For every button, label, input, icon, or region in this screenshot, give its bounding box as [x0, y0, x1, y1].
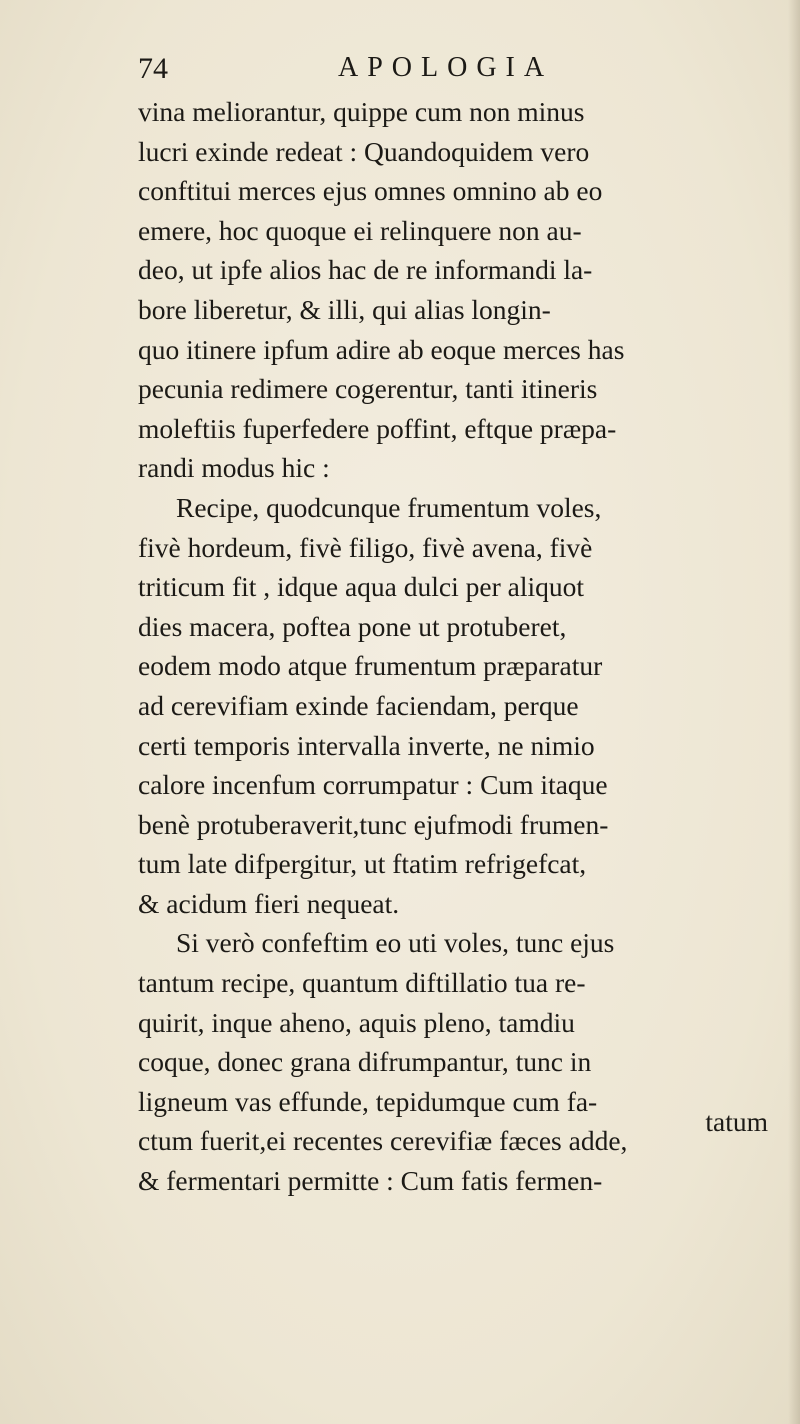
body-text	[138, 92, 778, 1201]
running-head: APOLOGIA	[338, 52, 554, 83]
text-line: eodem modo atque frumentum præparatur	[138, 650, 603, 682]
text-line: tantum recipe, quantum diftillatio tua re-	[138, 967, 586, 999]
text-line: fivè hordeum, fivè filigo, fivè avena, fivè	[138, 531, 593, 563]
text-line: moleftiis fuperfedere poffint, eftque præpa-	[138, 412, 617, 444]
page-edge-shadow	[788, 0, 800, 1424]
text-line: vina meliorantur, quippe cum non minus	[138, 96, 585, 127]
text-line: ctum fuerit,ei recentes cerevifiæ fæces adde,	[138, 1125, 628, 1157]
text-line: lucri exinde redeat : Quandoquidem vero	[138, 135, 590, 167]
page-number: 74	[138, 52, 168, 85]
text-line: triticum fit , idque aqua dulci per aliquot	[138, 571, 584, 603]
catchword: tatum	[705, 1106, 768, 1137]
text-line: & acidum fieri nequeat.	[138, 887, 400, 919]
text-line: & fermentari permitte : Cum fatis fermen-	[138, 1165, 603, 1197]
text-line: certi temporis intervalla inverte, ne nimio	[138, 729, 595, 761]
text-line: quirit, inque aheno, aquis pleno, tamdiu	[138, 1006, 575, 1038]
text-line: pecunia redimere cogerentur, tanti itineris	[138, 373, 598, 405]
text-line: conftitui merces ejus omnes omnino ab eo	[138, 175, 603, 207]
text-line: emere, hoc quoque ei relinquere non au-	[138, 214, 582, 246]
text-line: coque, donec grana difrumpantur, tunc in	[138, 1046, 592, 1078]
text-line: deo, ut ipfe alios hac de re informandi la-	[138, 254, 593, 286]
text-line: benè protuberaverit,tunc ejufmodi frumen-	[138, 808, 609, 840]
text-line: ad cerevifiam exinde faciendam, perque	[138, 689, 579, 721]
page-header	[138, 52, 698, 92]
text-line: randi modus hic :	[138, 452, 330, 484]
text-line: tum late difpergitur, ut ftatim refrigefcat,	[138, 848, 587, 880]
paragraph-start-line: Recipe, quodcunque frumentum voles,	[176, 491, 602, 523]
paragraph-start-line: Si verò confeftim eo uti voles, tunc ejus	[176, 927, 615, 959]
text-line: dies macera, poftea pone ut protuberet,	[138, 610, 567, 642]
text-line: bore liberetur, & illi, qui alias longin-	[138, 293, 551, 325]
text-line: calore incenfum corrumpatur : Cum itaque	[138, 769, 608, 801]
text-line: ligneum vas effunde, tepidumque cum fa-	[138, 1085, 598, 1117]
text-line: quo itinere ipfum adire ab eoque merces has	[138, 333, 625, 365]
